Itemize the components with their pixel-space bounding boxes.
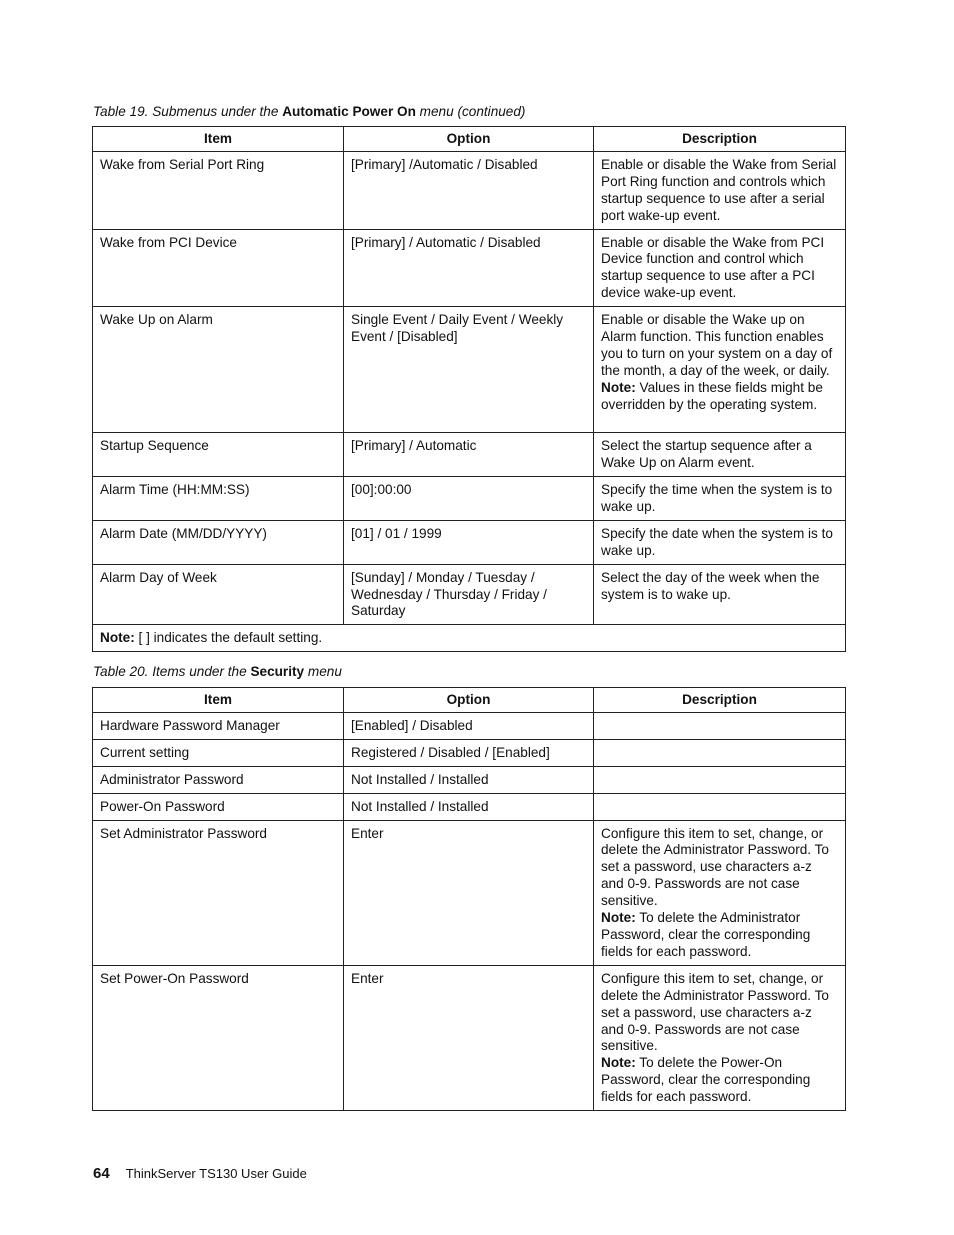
caption-bold: Automatic Power On <box>282 104 416 119</box>
cell-item: Current setting <box>93 739 344 766</box>
cell-description: Enable or disable the Wake from PCI Device function and control which startup sequence to use after a PCI device wake-up event. <box>594 229 846 307</box>
table-row <box>93 229 846 307</box>
table-footnote-row <box>93 625 846 652</box>
header-option: Option <box>344 127 594 152</box>
cell-option: [Primary] / Automatic <box>344 433 594 477</box>
description-text: Configure this item to set, change, or delete the Administrator Password. To set a password, use characters a-z and 0-9. Passwords are not case sensitive. <box>601 970 829 1054</box>
cell-option: Single Event / Daily Event / Weekly Event / [Disabled] <box>344 307 594 433</box>
table-row <box>93 307 846 433</box>
cell-item: Set Power-On Password <box>93 965 344 1110</box>
table-row <box>93 739 846 766</box>
header-item: Item <box>93 688 344 713</box>
note-label: Note: <box>601 910 636 926</box>
cell-description <box>594 965 846 1110</box>
cell-item: Alarm Day of Week <box>93 564 344 625</box>
table20-caption <box>93 664 342 681</box>
note-text: To delete the Administrator Password, clear the corresponding fields for each password. <box>601 910 811 959</box>
table20 <box>92 687 846 1111</box>
cell-option: Enter <box>344 965 594 1110</box>
note-text: Values in these fields might be overridden by the operating system. <box>601 379 823 412</box>
cell-option: [Enabled] / Disabled <box>344 712 594 739</box>
cell-description <box>594 307 846 433</box>
table19-caption <box>93 104 525 121</box>
note-label: Note: <box>601 379 636 395</box>
header-item: Item <box>93 127 344 152</box>
cell-description <box>594 793 846 820</box>
cell-item: Administrator Password <box>93 766 344 793</box>
note-text: To delete the Power-On Password, clear the corresponding fields for each password. <box>601 1055 811 1105</box>
cell-description <box>594 766 846 793</box>
table-row <box>93 151 846 229</box>
caption-prefix: Table 20. Items under the <box>93 664 251 679</box>
page-number: 64 <box>93 1165 110 1182</box>
cell-option: Enter <box>344 820 594 965</box>
cell-option: [Sunday] / Monday / Tuesday / Wednesday / Thursday / Friday / Saturday <box>344 564 594 625</box>
footer-title: ThinkServer TS130 User Guide <box>125 1166 307 1181</box>
caption-prefix: Table 19. Submenus under the <box>93 104 283 119</box>
cell-description: Select the startup sequence after a Wake Up on Alarm event. <box>594 433 846 477</box>
table-row <box>93 820 846 965</box>
table-footnote <box>93 625 846 652</box>
table-row <box>93 433 846 477</box>
caption-suffix: menu (continued) <box>415 104 526 119</box>
table-row <box>93 965 846 1110</box>
cell-option: [01] / 01 / 1999 <box>344 520 594 564</box>
cell-description: Specify the date when the system is to wake up. <box>594 520 846 564</box>
table-row <box>93 793 846 820</box>
cell-item: Alarm Time (HH:MM:SS) <box>93 476 344 520</box>
cell-description <box>594 739 846 766</box>
cell-item: Wake Up on Alarm <box>93 307 344 433</box>
cell-description <box>594 712 846 739</box>
header-description: Description <box>594 688 846 713</box>
table-header-row <box>93 688 846 713</box>
cell-option: [Primary] /Automatic / Disabled <box>344 151 594 229</box>
cell-option: Not Installed / Installed <box>344 766 594 793</box>
table-row <box>93 766 846 793</box>
cell-option: Registered / Disabled / [Enabled] <box>344 739 594 766</box>
cell-item: Startup Sequence <box>93 433 344 477</box>
cell-description: Specify the time when the system is to wake up. <box>594 476 846 520</box>
cell-description: Select the day of the week when the system is to wake up. <box>594 564 846 625</box>
cell-item: Hardware Password Manager <box>93 712 344 739</box>
cell-item: Wake from PCI Device <box>93 229 344 307</box>
cell-item: Set Administrator Password <box>93 820 344 965</box>
header-option: Option <box>344 688 594 713</box>
page-footer <box>93 1166 307 1183</box>
description-text: Configure this item to set, change, or delete the Administrator Password. To set a password, use characters a-z and 0-9. Passwords are not case sensitive. <box>601 825 829 909</box>
table-row <box>93 520 846 564</box>
cell-option: [00]:00:00 <box>344 476 594 520</box>
cell-item: Alarm Date (MM/DD/YYYY) <box>93 520 344 564</box>
table19 <box>92 126 846 652</box>
cell-option: Not Installed / Installed <box>344 793 594 820</box>
table-row <box>93 712 846 739</box>
note-label: Note: <box>601 1055 636 1071</box>
header-description: Description <box>594 127 846 152</box>
cell-item: Power-On Password <box>93 793 344 820</box>
cell-option: [Primary] / Automatic / Disabled <box>344 229 594 307</box>
caption-bold: Security <box>250 664 305 679</box>
description-text: Enable or disable the Wake up on Alarm function. This function enables you to turn on your system on a day of the month, a day of the week, or daily. <box>601 312 833 378</box>
table-row <box>93 476 846 520</box>
caption-suffix: menu <box>304 664 342 679</box>
cell-description: Enable or disable the Wake from Serial Port Ring function and controls which startup sequence to use after a serial port wake-up event. <box>594 151 846 229</box>
table-header-row <box>93 127 846 152</box>
footnote-text: [ ] indicates the default setting. <box>134 630 323 646</box>
cell-item: Wake from Serial Port Ring <box>93 151 344 229</box>
table-row <box>93 564 846 625</box>
cell-description <box>594 820 846 965</box>
footnote-label: Note: <box>100 630 135 646</box>
